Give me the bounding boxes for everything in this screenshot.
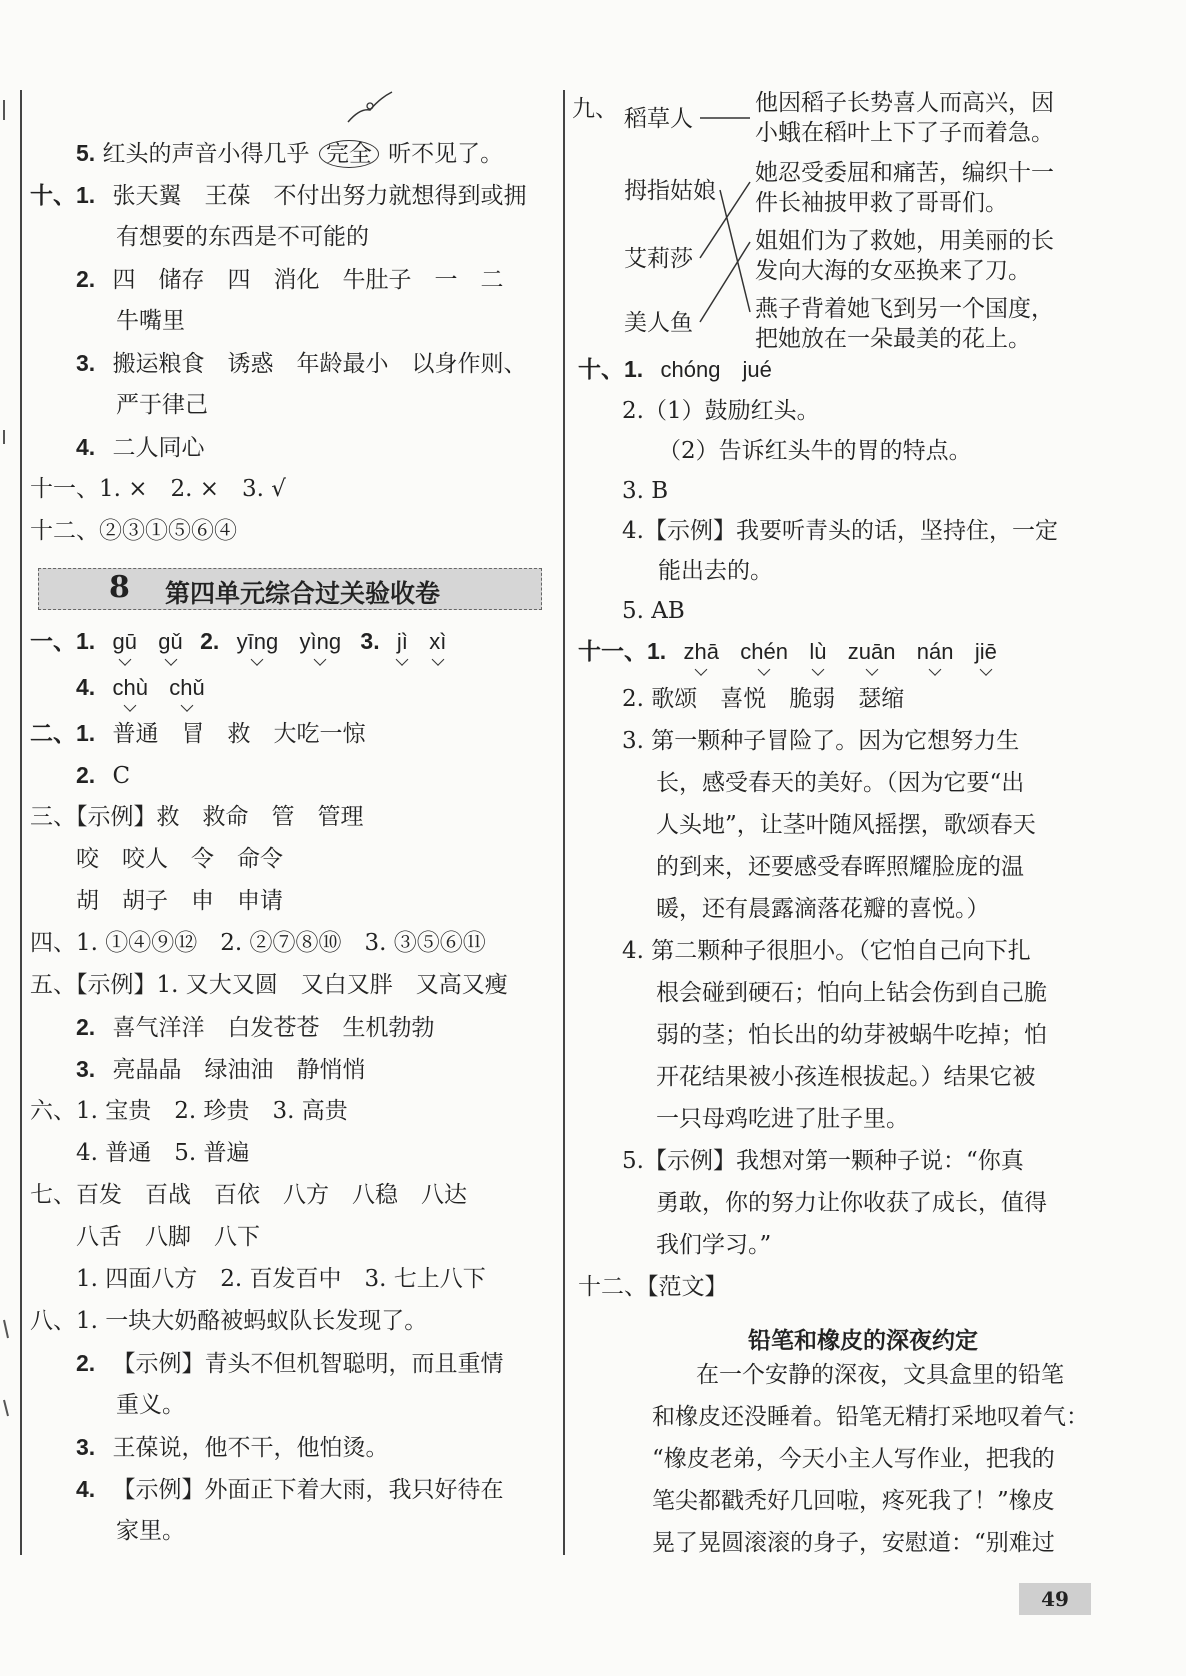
answer-continuation: 长，感受春天的美好。（因为它要“出 bbox=[656, 770, 1025, 796]
unit-banner bbox=[38, 568, 542, 610]
section-label: 一、 bbox=[30, 628, 76, 654]
left-margin-rule bbox=[20, 90, 22, 1555]
section-10 bbox=[578, 352, 772, 387]
item-number: 1. bbox=[76, 720, 96, 746]
item-number: 3. bbox=[360, 628, 380, 654]
pinyin: chén bbox=[740, 635, 788, 669]
pinyin: xì bbox=[429, 625, 446, 659]
section-11 bbox=[578, 634, 997, 669]
answer-continuation: 弱的茎；怕长出的幼芽被蜗牛吃掉；怕 bbox=[656, 1022, 1047, 1048]
answer-continuation: 牛嘴里 bbox=[116, 308, 185, 334]
answer-text: 【示例】外面正下着大雨，我只好待在 bbox=[112, 1477, 504, 1503]
section-4: 四、1. ①④⑨⑫ 2. ②⑦⑧⑩ 3. ③⑤⑥⑪ bbox=[30, 930, 486, 956]
pinyin: jiē bbox=[975, 635, 997, 669]
section-label: 十一、1. bbox=[578, 638, 667, 664]
column-divider bbox=[563, 90, 565, 1555]
answer-text: 搬运粮食 诱惑 年龄最小 以身作则、 bbox=[112, 351, 527, 377]
circled-word: 完全 bbox=[319, 140, 379, 168]
pinyin: jì bbox=[397, 625, 408, 659]
answer-continuation: （2）告诉红头牛的胃的特点。 bbox=[658, 438, 972, 464]
match-line bbox=[720, 190, 750, 312]
page-number: 49 bbox=[1019, 1583, 1091, 1615]
section-10 bbox=[30, 178, 527, 213]
item-number: 3. bbox=[76, 1056, 96, 1082]
answer-line bbox=[76, 1346, 504, 1381]
match-description: 发向大海的女巫换来了刀。 bbox=[755, 258, 1031, 284]
answer-line bbox=[76, 136, 503, 171]
answer-continuation: 有想要的东西是不可能的 bbox=[116, 224, 369, 250]
answer-continuation: 1. 四面八方 2. 百发百中 3. 七上八下 bbox=[76, 1266, 486, 1292]
answer-continuation: 暖，还有晨露滴落花瓣的喜悦。） bbox=[656, 896, 990, 922]
section-label: 二、 bbox=[30, 720, 76, 746]
answer-continuation: 咬 咬人 令 命令 bbox=[76, 846, 283, 872]
section-1 bbox=[30, 624, 446, 659]
banner-title: 第四单元综合过关验收卷 bbox=[165, 579, 441, 608]
item-number: 4. bbox=[76, 674, 96, 700]
answer-continuation: 我们学习。” bbox=[656, 1232, 772, 1258]
section-3: 三、【示例】救 救命 管 管理 bbox=[30, 804, 364, 830]
essay-title: 铅笔和橡皮的深夜约定 bbox=[748, 1328, 978, 1354]
section-7: 七、百发 百战 百依 八方 八稳 八达 bbox=[30, 1182, 467, 1208]
answer-line: 2. 歌颂 喜悦 脆弱 瑟缩 bbox=[622, 686, 905, 712]
answer-line: 5.【示例】我想对第一颗种子说：“你真 bbox=[622, 1148, 1024, 1174]
answer-line bbox=[76, 1010, 435, 1045]
answer-text: 亮晶晶 绿油油 静悄悄 bbox=[112, 1057, 366, 1083]
answer-continuation: 人头地”，让茎叶随风摇摆，歌颂春天 bbox=[656, 812, 1036, 838]
pinyin: yìng bbox=[300, 625, 342, 659]
answer-continuation: 开花结果被小孩连根拔起。）结果它被 bbox=[656, 1064, 1036, 1090]
match-description: 她忍受委屈和痛苦，编织十一 bbox=[755, 160, 1054, 186]
item-number: 3. bbox=[76, 1434, 96, 1460]
section-label: 十、1. bbox=[578, 356, 644, 382]
answer-continuation: 的到来，还要感受春晖照耀脸庞的温 bbox=[656, 854, 1024, 880]
correction-mark-icon bbox=[340, 88, 400, 128]
pinyin: lù bbox=[809, 635, 826, 669]
essay-line: 晃了晃圆滚滚的身子，安慰道：“别难过 bbox=[652, 1530, 1055, 1556]
item-number: 2. bbox=[76, 1014, 96, 1040]
item-number: 2. bbox=[200, 628, 220, 654]
pinyin: nán bbox=[917, 635, 954, 669]
answer-line: 2.（1）鼓励红头。 bbox=[622, 398, 820, 424]
pinyin: zuān bbox=[848, 635, 896, 669]
answer-text: 【示例】青头不但机智聪明，而且重情 bbox=[112, 1351, 504, 1377]
item-number: 4. bbox=[76, 434, 96, 460]
section-label: 十、 bbox=[30, 182, 76, 208]
section-9: 九、 bbox=[572, 96, 618, 122]
match-name: 稻草人 bbox=[624, 106, 693, 132]
pinyin: chóng jué bbox=[660, 357, 772, 382]
answer-continuation: 一只母鸡吃进了肚子里。 bbox=[656, 1106, 909, 1132]
item-number: 2. bbox=[76, 1350, 96, 1376]
answer-continuation: 根会碰到硬石；怕向上钻会伤到自己脆 bbox=[656, 980, 1047, 1006]
answer-line: 3. 第一颗种子冒险了。因为它想努力生 bbox=[622, 728, 1020, 754]
answer-continuation: 八舌 八脚 八下 bbox=[76, 1224, 260, 1250]
item-number: 2. bbox=[76, 266, 96, 292]
match-name: 艾莉莎 bbox=[624, 246, 693, 272]
answer-text: 二人同心 bbox=[112, 435, 205, 461]
banner-number: 8 bbox=[109, 570, 130, 605]
item-number: 4. bbox=[76, 1476, 96, 1502]
essay-line: “橡皮老弟，今天小主人写作业，把我的 bbox=[652, 1446, 1055, 1472]
answer-line bbox=[76, 758, 130, 793]
essay-line: 和橡皮还没睡着。铅笔无精打采地叹着气： bbox=[652, 1404, 1089, 1430]
answer-line bbox=[76, 430, 205, 465]
answer-text: 普通 冒 救 大吃一惊 bbox=[112, 721, 366, 747]
answer-continuation: 4. 普通 5. 普遍 bbox=[76, 1140, 250, 1166]
pinyin: yīng bbox=[237, 625, 279, 659]
answer-text: 王葆说，他不干，他怕烫。 bbox=[112, 1435, 389, 1461]
answer-line: 5. AB bbox=[622, 598, 685, 624]
item-number: 1. bbox=[76, 182, 96, 208]
match-description: 他因稻子长势喜人而高兴，因 bbox=[755, 90, 1054, 116]
answer-continuation: 重义。 bbox=[116, 1392, 185, 1418]
pinyin: chǔ bbox=[169, 671, 204, 705]
item-number: 5. bbox=[76, 140, 96, 166]
answer-continuation: 勇敢，你的努力让你收获了成长，值得 bbox=[656, 1190, 1047, 1216]
answer-line bbox=[76, 670, 205, 705]
answer-line: 3. B bbox=[622, 478, 669, 504]
match-name: 拇指姑娘 bbox=[624, 178, 716, 204]
answer-line bbox=[76, 262, 504, 297]
answer-line bbox=[76, 1430, 389, 1465]
answer-text: 听不见了。 bbox=[388, 141, 504, 167]
answer-text: 喜气洋洋 白发苍苍 生机勃勃 bbox=[112, 1015, 435, 1041]
match-line bbox=[700, 182, 750, 258]
answer-continuation: 严于律己 bbox=[116, 392, 208, 418]
essay-line: 在一个安静的深夜，文具盒里的铅笔 bbox=[696, 1362, 1064, 1388]
item-number: 1. bbox=[76, 628, 96, 654]
answer-text: 红头的声音小得几乎 bbox=[102, 141, 310, 167]
answer-continuation: 能出去的。 bbox=[658, 558, 773, 584]
pinyin: gū bbox=[113, 625, 137, 659]
page-edge-binding bbox=[0, 80, 14, 1480]
answer-line bbox=[76, 1472, 504, 1507]
match-description: 件长袖披甲救了哥哥们。 bbox=[755, 190, 1008, 216]
match-description: 姐姐们为了救她，用美丽的长 bbox=[755, 228, 1054, 254]
edge-marks-graphic bbox=[0, 80, 14, 1480]
match-description: 燕子背着她飞到另一个国度， bbox=[755, 296, 1054, 322]
pinyin: chù bbox=[113, 671, 148, 705]
match-description: 小蛾在稻叶上下了子而着急。 bbox=[755, 120, 1054, 146]
answer-text: C bbox=[112, 763, 131, 789]
essay-line: 笔尖都戳秃好几回啦，疼死我了！”橡皮 bbox=[652, 1488, 1055, 1514]
answer-line bbox=[76, 346, 527, 381]
section-8: 八、1. 一块大奶酪被蚂蚁队长发现了。 bbox=[30, 1308, 428, 1334]
answer-line: 4. 第二颗种子很胆小。（它怕自己向下扎 bbox=[622, 938, 1031, 964]
answer-line bbox=[76, 1052, 366, 1087]
answer-text: 四 储存 四 消化 牛肚子 一 二 bbox=[112, 267, 504, 293]
section-12: 十二、【范文】 bbox=[578, 1274, 728, 1300]
section-11: 十一、1. × 2. × 3. √ bbox=[30, 476, 286, 502]
answer-line: 4.【示例】我要听青头的话，坚持住，一定 bbox=[622, 518, 1058, 544]
pinyin: zhā bbox=[684, 635, 719, 669]
section-5: 五、【示例】1. 又大又圆 又白又胖 又高又瘦 bbox=[30, 972, 508, 998]
item-number: 3. bbox=[76, 350, 96, 376]
section-6: 六、1. 宝贵 2. 珍贵 3. 高贵 bbox=[30, 1098, 348, 1124]
match-description: 把她放在一朵最美的花上。 bbox=[755, 326, 1031, 352]
pinyin: gǔ bbox=[158, 625, 182, 659]
item-number: 2. bbox=[76, 762, 96, 788]
answer-continuation: 家里。 bbox=[116, 1518, 185, 1544]
answer-continuation: 胡 胡子 申 申请 bbox=[76, 888, 283, 914]
match-name: 美人鱼 bbox=[624, 310, 693, 336]
matching-lines bbox=[572, 82, 772, 362]
section-12: 十二、②③①⑤⑥④ bbox=[30, 518, 237, 544]
section-2 bbox=[30, 716, 366, 751]
answer-text: 张天翼 王葆 不付出努力就想得到或拥 bbox=[112, 183, 527, 209]
